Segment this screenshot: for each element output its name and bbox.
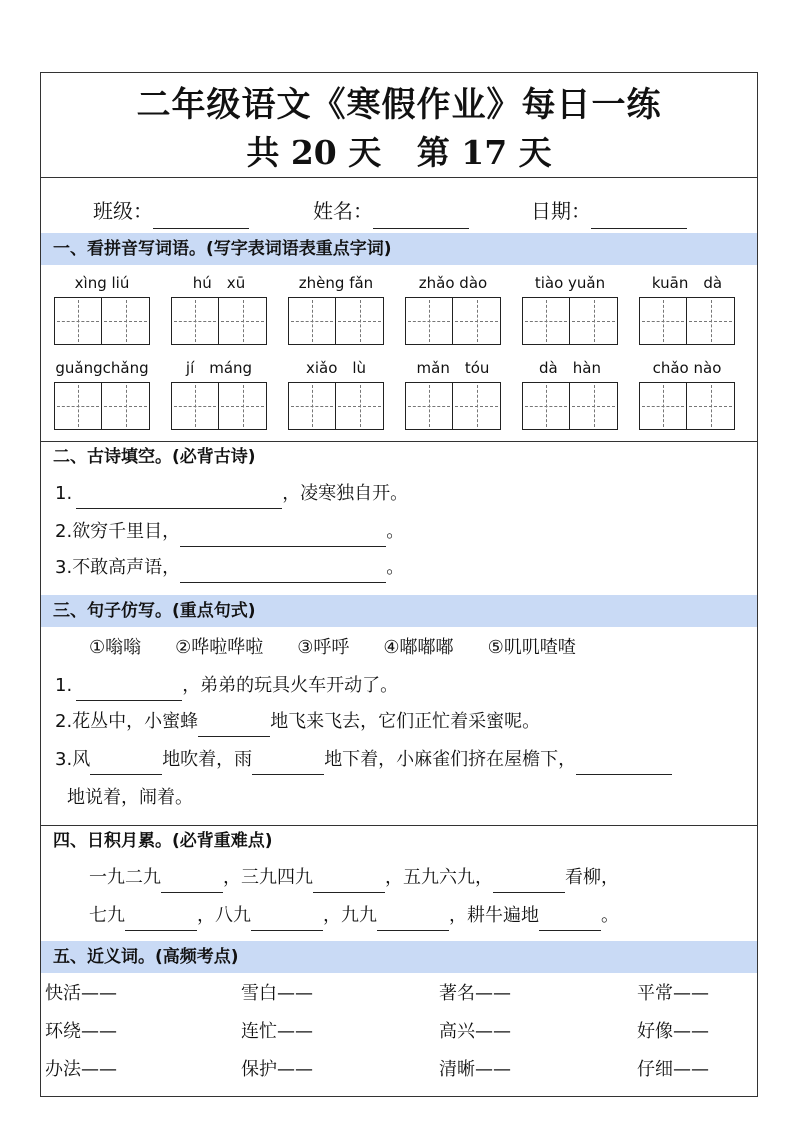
section4-heading: 四、日积月累。(必背重难点) [53,831,273,851]
writing-grid[interactable] [171,382,267,430]
answer-blank[interactable] [76,486,282,509]
pinyin-label: tiào yuǎn [534,274,606,292]
answer-blank[interactable] [493,870,565,893]
pinyin-label: zhǎo dào [418,274,488,292]
answer-blank[interactable] [76,678,182,701]
pinyin-label: xiǎo lù [305,359,367,377]
sentence-1: 1. ，弟弟的玩具火车开动了。 [55,671,398,701]
pinyin-label: chǎo nào [652,359,722,377]
writing-grid[interactable] [639,297,735,345]
saying-line-2: 七九 ，八九 ，九九 ，耕牛遍地 。 [89,901,619,931]
answer-blank[interactable] [252,752,324,775]
class-field [93,193,249,229]
answer-blank[interactable] [90,752,162,775]
answer-blank[interactable] [180,560,386,583]
synonym-item: 高兴—— [439,1021,511,1042]
synonym-item: 办法—— [45,1059,117,1080]
name-label: 姓名： [313,199,373,223]
class-label: 班级： [93,199,153,223]
poem-line-2: 2.欲穷千里目， 。 [55,517,404,547]
writing-grid[interactable] [288,382,384,430]
poem-line-1: 1. ，凌寒独自开。 [55,479,408,509]
synonym-item: 著名—— [439,983,511,1004]
answer-blank[interactable] [180,524,386,547]
answer-blank[interactable] [576,752,672,775]
name-field [313,193,469,229]
section3-heading: 三、句子仿写。(重点句式) [41,595,757,627]
section2-heading: 二、古诗填空。(必背古诗) [53,447,256,467]
synonym-item: 环绕—— [45,1021,117,1042]
writing-grid[interactable] [54,297,150,345]
poem-line-3: 3.不敢高声语， 。 [55,553,404,583]
option: ③呼呼 [297,637,350,658]
date-blank[interactable] [591,204,687,229]
synonym-item: 保护—— [241,1059,313,1080]
pinyin-label: xìng liú [74,274,130,292]
pinyin-label: jí máng [185,359,253,377]
sentence-2: 2.花丛中，小蜜蜂 地飞来飞去，它们正忙着采蜜呢。 [55,707,540,737]
onomatopoeia-options [89,633,576,663]
pinyin-label: dà hàn [539,359,601,377]
option: ④嘟嘟嘟 [383,637,454,658]
pinyin-label: kuān dà [651,274,723,292]
class-blank[interactable] [153,204,249,229]
section5-heading: 五、近义词。(高频考点) [41,941,757,973]
date-field [531,193,687,229]
writing-grid[interactable] [405,297,501,345]
option: ①嗡嗡 [89,637,142,658]
name-blank[interactable] [373,204,469,229]
writing-grid[interactable] [522,382,618,430]
answer-blank[interactable] [251,908,323,931]
pinyin-label: mǎn tóu [416,359,490,377]
writing-grid[interactable] [522,297,618,345]
answer-blank[interactable] [161,870,223,893]
date-label: 日期： [531,199,591,223]
synonym-item: 仔细—— [637,1059,709,1080]
saying-line-1: 一九二九 ，三九四九 ，五九六九， 看柳， [89,863,619,893]
answer-blank[interactable] [125,908,197,931]
synonym-item: 雪白—— [241,983,313,1004]
section1-heading: 一、看拼音写词语。(写字表词语表重点字词) [41,233,757,265]
synonym-item: 平常—— [637,983,709,1004]
writing-grid[interactable] [639,382,735,430]
answer-blank[interactable] [377,908,449,931]
option: ②哗啦哗啦 [175,637,264,658]
current-day: 第 17 天 [416,133,552,172]
synonym-item: 快活—— [45,983,117,1004]
writing-grid[interactable] [54,382,150,430]
pinyin-label: guǎngchǎng [55,359,149,377]
day-counter [41,131,757,175]
worksheet [40,72,758,1097]
divider [41,177,757,178]
writing-grid[interactable] [405,382,501,430]
pinyin-label: hú xū [192,274,246,292]
worksheet-title: 二年级语文《寒假作业》每日一练 [136,85,662,125]
answer-blank[interactable] [313,870,385,893]
synonym-item: 好像—— [637,1021,709,1042]
option: ⑤叽叽喳喳 [487,637,576,658]
answer-blank[interactable] [539,908,601,931]
total-days: 共 20 天 [246,133,382,172]
synonym-item: 连忙—— [241,1021,313,1042]
synonym-item: 清晰—— [439,1059,511,1080]
sentence-3-cont: 地说着，闹着。 [67,787,193,808]
sentence-3: 3.风 地吹着，雨 地下着，小麻雀们挤在屋檐下， [55,745,672,775]
pinyin-label: zhèng fǎn [298,274,374,292]
answer-blank[interactable] [198,714,270,737]
writing-grid[interactable] [171,297,267,345]
writing-grid[interactable] [288,297,384,345]
